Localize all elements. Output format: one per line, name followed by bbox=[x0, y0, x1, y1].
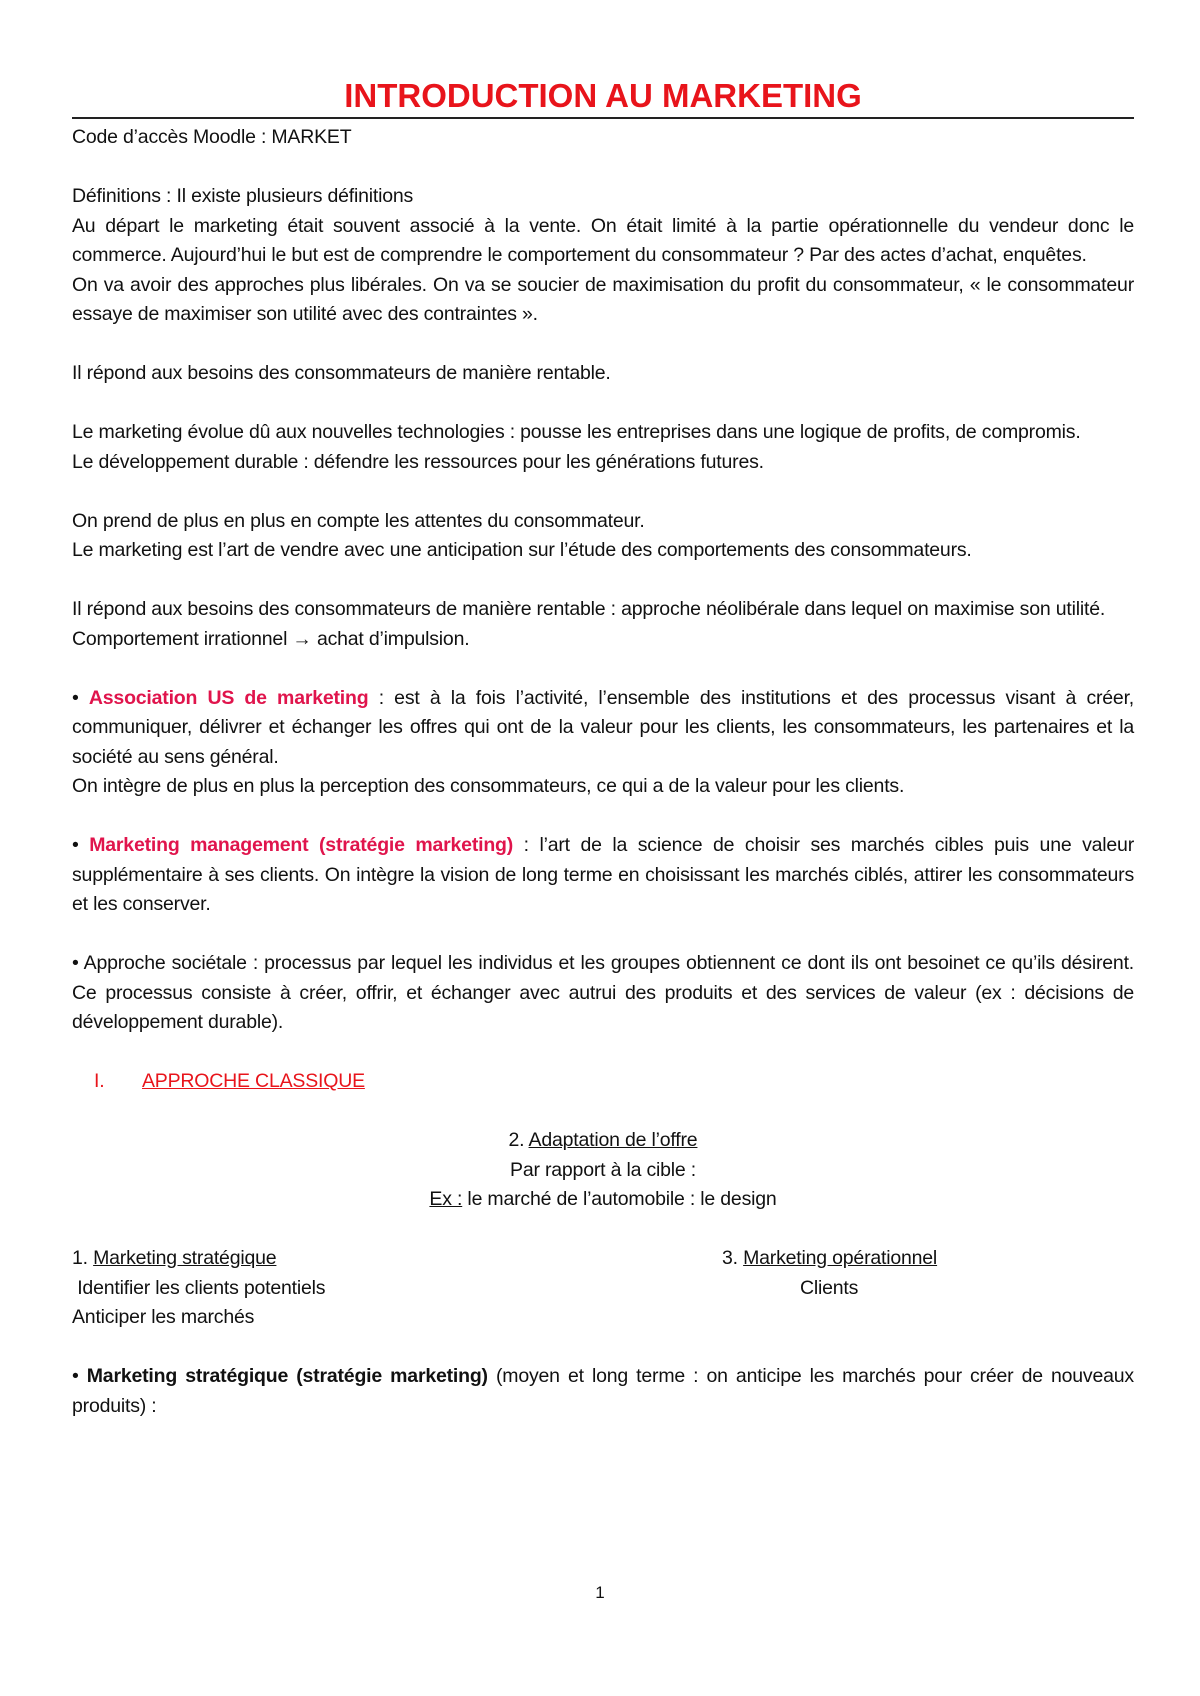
operational-heading bbox=[722, 1244, 937, 1274]
bullet: • bbox=[72, 834, 79, 856]
spacer bbox=[72, 1215, 1134, 1245]
page-title: INTRODUCTION AU MARKETING bbox=[344, 77, 862, 114]
title-underline bbox=[72, 117, 1134, 119]
definitions-heading: Définitions : Il existe plusieurs définitions bbox=[72, 185, 414, 207]
strategic-marketing-definition bbox=[72, 1362, 1134, 1421]
strategic-number: 1. bbox=[72, 1247, 94, 1269]
marketing-details-row bbox=[72, 1274, 1134, 1304]
operational-title: Marketing opérationnel bbox=[743, 1247, 938, 1269]
expectations-paragraph: On prend de plus en plus en compte les attentes du consommateur. bbox=[72, 509, 645, 532]
example-line bbox=[72, 1185, 1134, 1215]
art-of-selling-paragraph: Le marketing est l’art de vendre avec une anticipation sur l’étude des comportements des consommateurs. bbox=[72, 539, 972, 561]
section-title: APPROCHE CLASSIQUE bbox=[142, 1070, 365, 1092]
spacer bbox=[72, 566, 1134, 596]
moodle-code: Code d’accès Moodle : MARKET bbox=[72, 126, 352, 148]
strategic-detail-1: Identifier les clients potentiels bbox=[72, 1276, 326, 1299]
example-label: Ex : bbox=[429, 1188, 463, 1210]
liberal-approach-paragraph: On va avoir des approches plus libérales. On va se soucier de maximisation du profit du consommateur, « le consommateur essaye de maximiser son utilité avec des contraintes ». bbox=[72, 273, 1134, 325]
needs-paragraph: Il répond aux besoins des consommateurs de manière rentable. bbox=[72, 362, 611, 384]
spacer bbox=[72, 654, 1134, 684]
section-heading bbox=[94, 1067, 1134, 1097]
bullet: • bbox=[72, 686, 79, 709]
spacer bbox=[72, 1097, 1134, 1127]
management-definition bbox=[72, 831, 1134, 920]
association-definition bbox=[72, 684, 1134, 773]
spacer bbox=[72, 1333, 1134, 1363]
spacer bbox=[72, 389, 1134, 419]
strategic-marketing-text: (moyen et long terme : on anticipe les marchés pour créer de nouveaux produits) : bbox=[72, 1365, 1134, 1417]
strategic-heading bbox=[72, 1244, 276, 1274]
strategic-detail-2: Anticiper les marchés bbox=[72, 1306, 255, 1328]
bullet: • bbox=[72, 1365, 87, 1387]
adaptation-title: Adaptation de l’offre bbox=[528, 1129, 698, 1151]
technology-paragraph: Le marketing évolue dû aux nouvelles technologies : pousse les entreprises dans une logique de profits, de compromis. bbox=[72, 421, 1081, 443]
irrational-behaviour-paragraph: Comportement irrationnel → achat d’impulsion. bbox=[72, 627, 470, 650]
spacer bbox=[72, 802, 1134, 832]
spacer bbox=[72, 477, 1134, 507]
operational-detail-1: Clients bbox=[800, 1276, 859, 1299]
perception-paragraph: On intègre de plus en plus la perception des consommateurs, ce qui a de la valeur pour les clients. bbox=[72, 775, 905, 797]
example-text: le marché de l’automobile : le design bbox=[462, 1188, 777, 1210]
adaptation-heading bbox=[72, 1126, 1134, 1156]
spacer bbox=[72, 1038, 1134, 1068]
strategic-title: Marketing stratégique bbox=[93, 1247, 277, 1269]
management-text: : l’art de la science de choisir ses marchés cibles puis une valeur supplémentaire à ses clients. On intègre la vision de long terme en choisissant les marchés ciblés, attirer les consommateurs et les conserver. bbox=[72, 834, 1134, 915]
operational-number: 3. bbox=[722, 1247, 744, 1269]
marketing-headings-row bbox=[72, 1244, 1134, 1274]
section-number: I. bbox=[94, 1070, 105, 1092]
adaptation-number: 2. bbox=[508, 1129, 529, 1151]
societal-definition: • Approche sociétale : processus par lequel les individus et les groupes obtiennent ce dont ils ont besoinet ce qu’ils désirent. Ce processus consiste à créer, offrir, et échanger avec autrui des produits et des services de valeur (ex : décisions de développement durable). bbox=[72, 952, 1134, 1033]
page-number: 1 bbox=[595, 1583, 605, 1602]
adaptation-subtitle: Par rapport à la cible : bbox=[510, 1158, 696, 1181]
neoliberal-paragraph: Il répond aux besoins des consommateurs de manière rentable : approche néolibérale dans lequel on maximise son utilité. bbox=[72, 598, 1106, 620]
spacer bbox=[72, 920, 1134, 950]
spacer bbox=[72, 153, 1134, 183]
management-label: Marketing management (stratégie marketing) bbox=[89, 834, 514, 856]
sustainable-paragraph: Le développement durable : défendre les ressources pour les générations futures. bbox=[72, 450, 764, 473]
association-text: : est à la fois l’activité, l’ensemble des institutions et des processus visant à créer, communiquer, délivrer et échanger les offres qui ont de la valeur pour les clients, les consommateurs, les partenaires et la société au sens général. bbox=[72, 686, 1135, 768]
document-page bbox=[72, 76, 1134, 1421]
definitions-paragraph: Au départ le marketing était souvent associé à la vente. On était limité à la partie opérationnelle du vendeur donc le commerce. Aujourd’hui le but est de comprendre le comportement du consommateur ? Par des actes d’achat, enquêtes. bbox=[72, 214, 1134, 266]
association-label: Association US de marketing bbox=[88, 686, 369, 709]
spacer bbox=[72, 330, 1134, 360]
strategic-marketing-label: Marketing stratégique (stratégie marketing) bbox=[86, 1365, 488, 1387]
